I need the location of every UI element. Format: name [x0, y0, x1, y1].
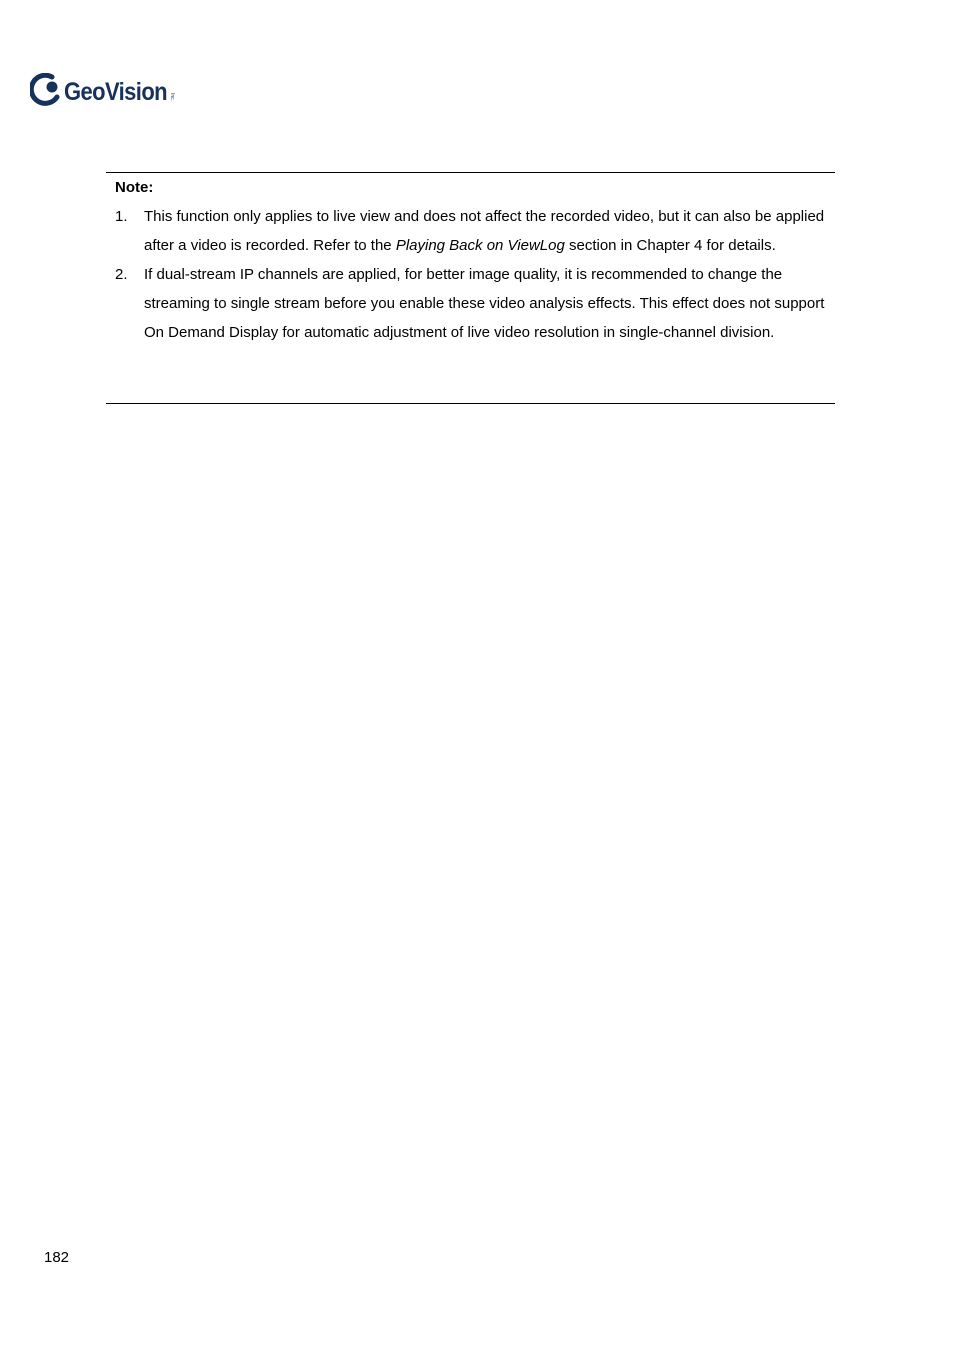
note-item-number: 2. [115, 266, 128, 283]
note-item-2 [106, 260, 835, 347]
note-item-number: 1. [115, 208, 128, 225]
note-item-1 [106, 202, 835, 260]
note-item-text [144, 208, 824, 254]
geovision-logo [30, 73, 175, 107]
page-number: 182 [44, 1249, 70, 1266]
note-title: Note: [115, 179, 154, 196]
note-text-before: This function only applies to live view and does not affect the recorded video, but it can also be applied after a video is recorded. Refer to the [144, 208, 825, 254]
note-item-text: If dual-stream IP channels are applied, for better image quality, it is recommended to change the streaming to single stream before you enable these video analysis effects. This effect does not support On Demand Display for automatic adjustment of live video resolution in single-channel division. [144, 266, 825, 341]
logo-text: GeoVision [64, 77, 167, 106]
note-list [106, 202, 835, 347]
note-text-after: section in Chapter 4 for details. [564, 237, 776, 254]
geovision-logo-icon [30, 73, 62, 107]
logo-trademark: Inc. [169, 92, 175, 102]
note-box [106, 172, 835, 404]
note-emphasis-section-name: Playing Back on ViewLog [395, 237, 565, 254]
